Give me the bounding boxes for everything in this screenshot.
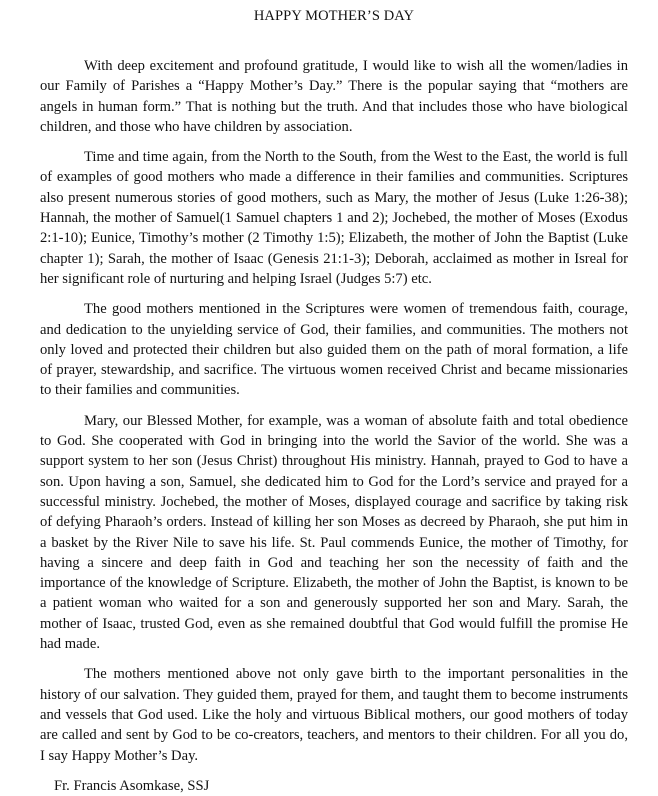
page-title: HAPPY MOTHER’S DAY <box>253 8 415 24</box>
signature: Fr. Francis Asomkase, SSJ <box>54 777 210 794</box>
paragraph-scripture-mothers: The good mothers mentioned in the Scriptures were women of tremendous faith, courage, and dedication to the unyielding service of God, their families, and communities. The mothers not only loved and protected their children but also guided them on the path of moral formation, a life of prayer, stewardship, and sacrifice. The virtuous women received Christ and became missionaries to their families and communities. <box>40 301 628 399</box>
paragraph-mary-and-others: Mary, our Blessed Mother, for example, was a woman of absolute faith and total obedience to God. She cooperated with God in bringing into the world the Savior of the world. She was a support system to her son (Jesus Christ) throughout His ministry. Hannah, prayed to God to have a son. Upon having a son, Samuel, she dedicated him to God for the Lord’s service and prayed for a successful ministry. Jochebed, the mother of Moses, displayed courage and sacrifice by taking risk of defying Pharaoh’s orders. Instead of killing her son Moses as decreed by Pharaoh, she put him in a basket by the River Nile to save his life. St. Paul commends Eunice, the mother of Timothy, for having a sincere and deep faith in God and teaching her son the necessity of faith and the importance of the knowledge of Scripture. Elizabeth, the mother of John the Baptist, is known to be a patient woman who waited for a son and generously supported her son and Mary. Sarah, the mother of Isaac, trusted God, even as she remained doubtful that God would fulfill the promise He had made. <box>40 412 628 653</box>
paragraph-examples: Time and time again, from the North to the South, from the West to the East, the world is full of examples of good mothers who made a difference in their families and communities. Scriptures also present numerous stories of good mothers, such as Mary, the mother of Jesus (Luke 1:26-38); Hannah, the mother of Samuel(1 Samuel chapters 1 and 2); Jochebed, the mother of Moses (Exodus 2:1-10); Eunice, Timothy’s mother (2 Timothy 1:5); Elizabeth, the mother of John the Baptist (Luke chapter 1); Sarah, the mother of Isaac (Genesis 21:1-3); Deborah, acclaimed as mother in Isreal for her significant role of nurturing and helping Israel (Judges 5:7) etc. <box>40 149 628 287</box>
paragraph-greeting: With deep excitement and profound gratitude, I would like to wish all the women/ladies in our Family of Parishes a “Happy Mother’s Day.” There is the popular saying that “mothers are angels in human form.” That is nothing but the truth. And that includes those who have biological children, and those who have children by association. <box>40 58 628 135</box>
paragraph-closing: The mothers mentioned above not only gave birth to the important personalities in the history of our salvation. They guided them, prayed for them, and taught them to become instruments and vessels that God used. Like the holy and virtuous Biblical mothers, our good mothers of today are called and sent by God to be co-creators, teachers, and mentors to their children. For all you do, I say Happy Mother’s Day. <box>40 666 628 764</box>
